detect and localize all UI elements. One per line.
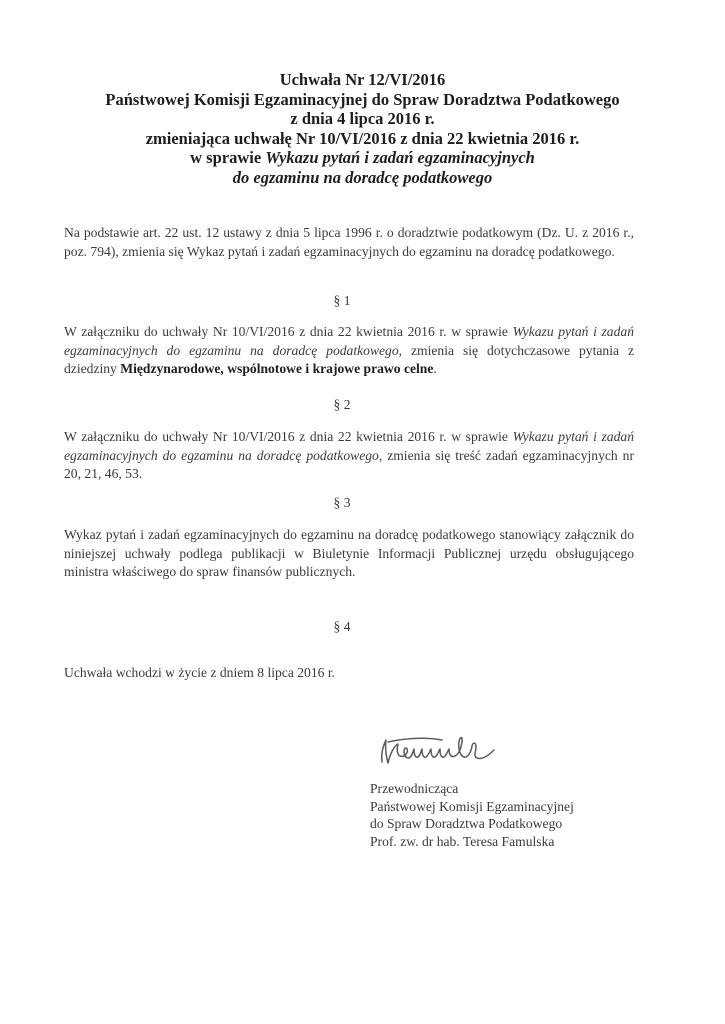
signatory-body: Państwowej Komisji Egzaminacyjnej [370,798,574,814]
resolution-date: z dnia 4 lipca 2016 r. [290,109,435,128]
section-1-heading: § 1 [333,293,351,308]
resolution-header [0,70,725,187]
subject-title-cont: do egzaminu na doradcę podatkowego [232,167,493,187]
section-1-part1: W załączniku do uchwały Nr 10/VI/2016 z dnia 22 kwietnia 2016 r. w sprawie [64,324,513,339]
section-2-text [64,428,634,484]
section-2-heading: § 2 [333,397,351,412]
issuing-body: Państwowej Komisji Egzaminacyjnej do Spraw Doradztwa Podatkowego [105,89,620,109]
section-4-text: Uchwała wchodzi w życie z dniem 8 lipca 2016 r. [64,665,336,680]
amends-line: zmieniająca uchwałę Nr 10/VI/2016 z dnia 22 kwietnia 2016 r. [145,128,580,148]
subject-prefix: w sprawie [190,148,266,167]
signatory-name: Prof. zw. dr hab. Teresa Famulska [370,833,555,849]
section-3-heading: § 3 [333,495,351,510]
signatory-body-cont: do Spraw Doradztwa Podatkowego [370,816,563,831]
section-1-italic: Wykazu pytań i zadań egzaminacyjnych do egzaminu na doradcę podatkowego [64,324,634,358]
subject-title: Wykazu pytań i zadań egzaminacyjnych [265,148,535,167]
signatory-block [370,780,574,850]
section-2-part2: , zmienia się treść zadań egzaminacyjnych nr 20, 21, 46, 53. [64,447,634,481]
section-1-part3: . [433,361,437,376]
section-2-part1: W załączniku do uchwały Nr 10/VI/2016 z dnia 22 kwietnia 2016 r. w sprawie [64,429,513,444]
section-2-italic: Wykazu pytań i zadań egzaminacyjnych do egzaminu na doradcę podatkowego [64,429,634,463]
section-1-bold: Międzynarodowe, wspólnotowe i krajowe prawo celne [120,361,434,376]
signatory-role: Przewodnicząca [370,781,459,796]
handwritten-signature [376,732,526,778]
section-3-text: Wykaz pytań i zadań egzaminacyjnych do egzaminu na doradcę podatkowego stanowiący załącznik do niniejszej uchwały podlega publikacji w Biuletynie Informacji Publicznej urzędu obsługującego ministra właściwego do spraw finansów publicznych. [64,527,634,579]
subject-line [0,148,725,168]
section-1-part2: , zmienia się dotychczasowe pytania z dziedziny [64,342,634,376]
section-1-text [64,323,634,379]
intro-paragraph: Na podstawie art. 22 ust. 12 ustawy z dnia 5 lipca 1996 r. o doradztwie podatkowym (Dz. U. z 2016 r., poz. 794), zmienia się Wykaz pytań i zadań egzaminacyjnych do egzaminu na doradcę podatkowego. [64,225,634,259]
section-4-heading: § 4 [333,619,351,634]
resolution-number: Uchwała Nr 12/VI/2016 [279,70,446,89]
